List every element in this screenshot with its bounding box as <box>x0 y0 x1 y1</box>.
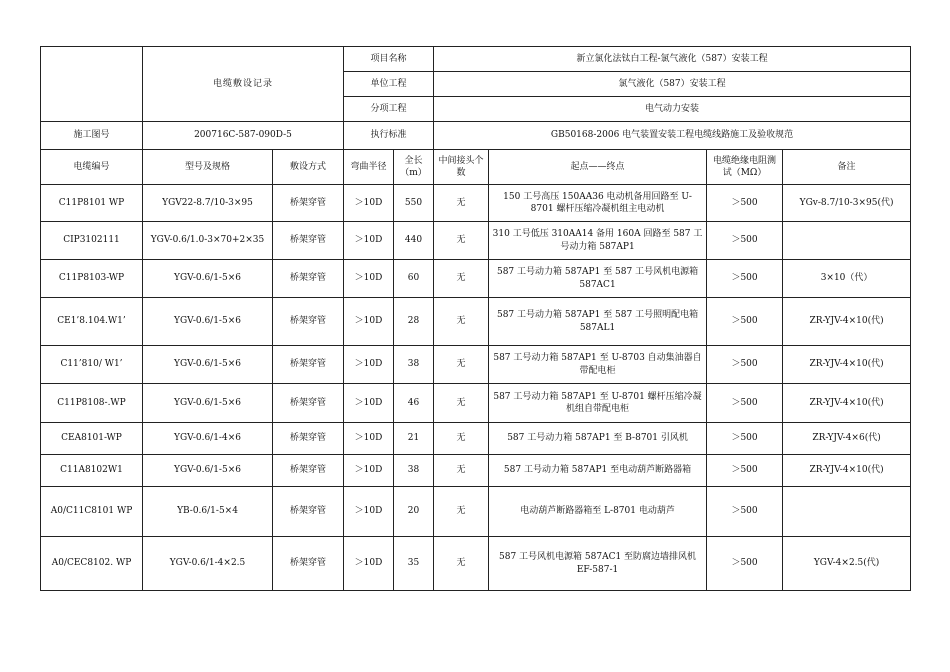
remark: YGv-8.7/10-3×95(代) <box>783 185 911 222</box>
cable-route: 电动葫芦断路器箱至 L-8701 电动葫芦 <box>489 487 707 537</box>
cable-length: 38 <box>394 455 434 487</box>
cable-model: YGV-0.6/1-5×6 <box>143 455 273 487</box>
cable-length: 20 <box>394 487 434 537</box>
cable-code: CE1’8.104.W1’ <box>41 298 143 346</box>
cable-model: YGV-0.6/1-5×6 <box>143 384 273 423</box>
laying-method: 桥架穿管 <box>273 346 344 384</box>
joint-count: 无 <box>434 384 489 423</box>
cable-model: YGV-0.6/1-4×6 <box>143 423 273 455</box>
cable-code: C11P8101 WP <box>41 185 143 222</box>
col-header-code: 电缆编号 <box>41 150 143 185</box>
col-header-bend: 弯曲半径 <box>344 150 394 185</box>
remark: ZR-YJV-4×10(代) <box>783 298 911 346</box>
bend-radius: ＞10D <box>344 487 394 537</box>
table-row <box>41 260 911 298</box>
table-row <box>41 423 911 455</box>
table-row <box>41 222 911 260</box>
laying-method: 桥架穿管 <box>273 537 344 591</box>
cable-code: C11P8103-WP <box>41 260 143 298</box>
insulation-value: ＞500 <box>707 298 783 346</box>
cable-route: 587 工号动力箱 587AP1 至 587 工号照明配电箱 587AL1 <box>489 298 707 346</box>
laying-method: 桥架穿管 <box>273 384 344 423</box>
cable-model: YGV-0.6/1-5×6 <box>143 346 273 384</box>
cable-code: C11’810/ W1’ <box>41 346 143 384</box>
cable-route: 310 工号低压 310AA14 备用 160A 回路至 587 工号动力箱 587AP1 <box>489 222 707 260</box>
joint-count: 无 <box>434 260 489 298</box>
unit-project-label: 单位工程 <box>344 72 434 97</box>
cable-route: 587 工号风机电源箱 587AC1 至防腐边墙排风机 EF-587-1 <box>489 537 707 591</box>
remark: YGV-4×2.5(代) <box>783 537 911 591</box>
joint-count: 无 <box>434 346 489 384</box>
laying-method: 桥架穿管 <box>273 260 344 298</box>
col-header-method: 敷设方式 <box>273 150 344 185</box>
cable-model: YGV-0.6/1.0-3×70+2×35 <box>143 222 273 260</box>
joint-count: 无 <box>434 455 489 487</box>
laying-method: 桥架穿管 <box>273 222 344 260</box>
remark <box>783 222 911 260</box>
insulation-value: ＞500 <box>707 487 783 537</box>
remark: ZR-YJV-4×10(代) <box>783 384 911 423</box>
table-row <box>41 537 911 591</box>
sub-project-label: 分项工程 <box>344 97 434 122</box>
standard-label: 执行标准 <box>344 122 434 150</box>
table-row <box>41 455 911 487</box>
cable-code: A0/C11C8101 WP <box>41 487 143 537</box>
col-header-insulation: 电缆绝缘电阻测试（MΩ） <box>707 150 783 185</box>
document-title: 电缆敷设记录 <box>143 47 344 122</box>
cable-code: CEA8101-WP <box>41 423 143 455</box>
bend-radius: ＞10D <box>344 384 394 423</box>
cable-model: YGV-0.6/1-5×6 <box>143 260 273 298</box>
remark: ZR-YJV-4×10(代) <box>783 346 911 384</box>
bend-radius: ＞10D <box>344 537 394 591</box>
cable-laying-record-table <box>40 46 911 591</box>
table-row <box>41 185 911 222</box>
insulation-value: ＞500 <box>707 537 783 591</box>
cable-length: 60 <box>394 260 434 298</box>
bend-radius: ＞10D <box>344 346 394 384</box>
table-row <box>41 384 911 423</box>
joint-count: 无 <box>434 487 489 537</box>
insulation-value: ＞500 <box>707 346 783 384</box>
drawing-number-value: 200716C-587-090D-5 <box>143 122 344 150</box>
drawing-number-label: 施工图号 <box>41 122 143 150</box>
joint-count: 无 <box>434 423 489 455</box>
laying-method: 桥架穿管 <box>273 185 344 222</box>
remark: ZR-YJV-4×6(代) <box>783 423 911 455</box>
col-header-route: 起点——终点 <box>489 150 707 185</box>
joint-count: 无 <box>434 185 489 222</box>
joint-count: 无 <box>434 222 489 260</box>
cable-model: YGV22-8.7/10-3×95 <box>143 185 273 222</box>
insulation-value: ＞500 <box>707 260 783 298</box>
standard-value: GB50168-2006 电气装置安装工程电缆线路施工及验收规范 <box>434 122 911 150</box>
column-header-row <box>41 150 911 185</box>
cable-length: 550 <box>394 185 434 222</box>
bend-radius: ＞10D <box>344 260 394 298</box>
cable-model: YGV-0.6/1-4×2.5 <box>143 537 273 591</box>
bend-radius: ＞10D <box>344 222 394 260</box>
project-name-label: 项目名称 <box>344 47 434 72</box>
project-name-value: 新立氯化法钛白工程-氯气液化（587）安装工程 <box>434 47 911 72</box>
cable-route: 587 工号动力箱 587AP1 至 U-8703 自动集油器自带配电柜 <box>489 346 707 384</box>
laying-method: 桥架穿管 <box>273 423 344 455</box>
insulation-value: ＞500 <box>707 423 783 455</box>
insulation-value: ＞500 <box>707 222 783 260</box>
unit-project-value: 氯气液化（587）安装工程 <box>434 72 911 97</box>
blank-cell <box>41 47 143 122</box>
cable-length: 28 <box>394 298 434 346</box>
laying-method: 桥架穿管 <box>273 298 344 346</box>
remark: 3×10（代） <box>783 260 911 298</box>
table-row <box>41 346 911 384</box>
col-header-remark: 备注 <box>783 150 911 185</box>
cable-code: A0/CEC8102. WP <box>41 537 143 591</box>
bend-radius: ＞10D <box>344 455 394 487</box>
cable-length: 21 <box>394 423 434 455</box>
cable-model: YGV-0.6/1-5×6 <box>143 298 273 346</box>
cable-code: CIP3102111 <box>41 222 143 260</box>
joint-count: 无 <box>434 537 489 591</box>
cable-route: 587 工号动力箱 587AP1 至电动葫芦断路器箱 <box>489 455 707 487</box>
laying-method: 桥架穿管 <box>273 487 344 537</box>
cable-code: C11A8102W1 <box>41 455 143 487</box>
cable-length: 46 <box>394 384 434 423</box>
cable-length: 440 <box>394 222 434 260</box>
laying-method: 桥架穿管 <box>273 455 344 487</box>
col-header-length: 全长（m） <box>394 150 434 185</box>
remark <box>783 487 911 537</box>
remark: ZR-YJV-4×10(代) <box>783 455 911 487</box>
cable-route: 150 工号高压 150AA36 电动机备用回路至 U-8701 螺杆压缩冷凝机组主电动机 <box>489 185 707 222</box>
cable-length: 35 <box>394 537 434 591</box>
bend-radius: ＞10D <box>344 423 394 455</box>
sub-project-value: 电气动力安装 <box>434 97 911 122</box>
bend-radius: ＞10D <box>344 298 394 346</box>
col-header-joints: 中间接头个数 <box>434 150 489 185</box>
cable-model: YB-0.6/1-5×4 <box>143 487 273 537</box>
bend-radius: ＞10D <box>344 185 394 222</box>
cable-route: 587 工号动力箱 587AP1 至 B-8701 引风机 <box>489 423 707 455</box>
insulation-value: ＞500 <box>707 185 783 222</box>
insulation-value: ＞500 <box>707 384 783 423</box>
table-row <box>41 487 911 537</box>
col-header-model: 型号及规格 <box>143 150 273 185</box>
table-row <box>41 298 911 346</box>
insulation-value: ＞500 <box>707 455 783 487</box>
cable-code: C11P8108-.WP <box>41 384 143 423</box>
cable-route: 587 工号动力箱 587AP1 至 587 工号风机电源箱 587AC1 <box>489 260 707 298</box>
cable-length: 38 <box>394 346 434 384</box>
joint-count: 无 <box>434 298 489 346</box>
cable-route: 587 工号动力箱 587AP1 至 U-8701 螺杆压缩冷凝机组自带配电柜 <box>489 384 707 423</box>
table-body <box>41 47 911 591</box>
